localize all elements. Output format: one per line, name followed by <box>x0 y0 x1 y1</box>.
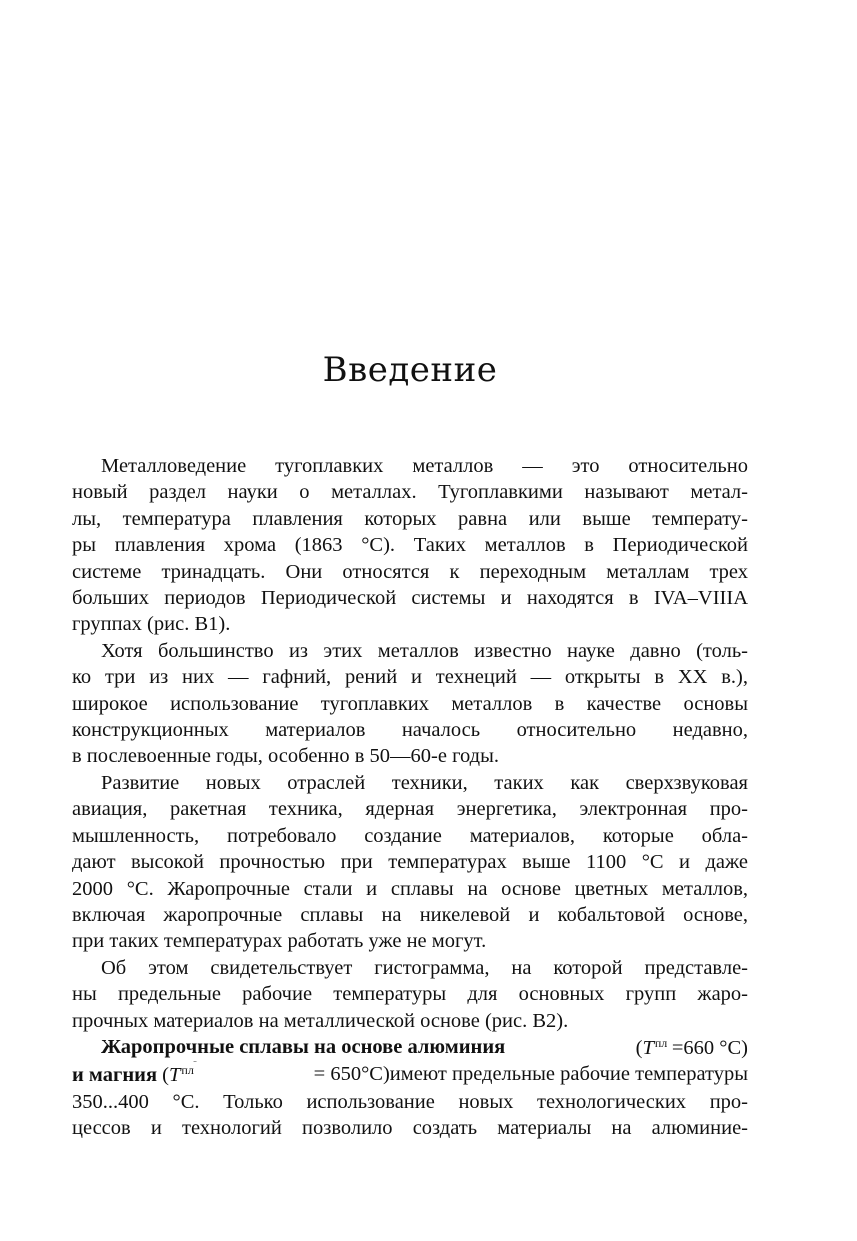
bold-term-aluminium: Жаропрочные сплавы на основе алюминия <box>101 1035 506 1058</box>
text-line: прочных материалов на металлической основе (рис. В2). <box>72 1009 569 1032</box>
text-line: в послевоенные годы, особенно в 50—60-е годы. <box>72 745 499 768</box>
text-line: конструкционных материалов началось относительно недавно, <box>72 719 748 742</box>
text-line: 350...400 °C. Только использование новых технологических про- <box>72 1090 748 1113</box>
temperature-indices-al: пл <box>654 1035 668 1050</box>
text-line: 2000 °C. Жаропрочные стали и сплавы на основе цветных металлов, <box>72 877 748 900</box>
text-line <box>72 1034 748 1061</box>
text-line: группах (рис. В1). <box>72 613 231 636</box>
paragraph-1 <box>72 453 748 638</box>
text-line: Развитие новых отраслей техники, таких как сверхзвуковая <box>101 771 748 794</box>
text-line: больших периодов Периодической системы и находятся в IVA–VIIIA <box>72 587 748 610</box>
text-line: новый раздел науки о металлах. Тугоплавкими называют метал- <box>72 481 748 504</box>
text-line: цессов и технологий позволило создать материалы на алюминие- <box>72 1117 748 1140</box>
paragraph-2 <box>72 638 748 770</box>
text-line: системе тринадцать. Они относятся к переходным металлам трех <box>72 560 748 583</box>
text-line: ры плавления хрома (1863 °C). Таких металлов в Периодической <box>72 534 748 557</box>
chapter-title: Введение <box>322 350 498 390</box>
text-line: при таких температурах работать уже не могут. <box>72 930 487 953</box>
bold-term-magnesium: и магния <box>72 1064 158 1087</box>
paragraph-3 <box>72 770 748 955</box>
paragraph-5 <box>72 1034 748 1142</box>
body-text <box>72 453 748 1142</box>
text-line: ны предельные рабочие температуры для основных групп жаро- <box>72 983 748 1006</box>
magnesium-value-text: = 650°C)имеют предельные рабочие температуры <box>313 1063 748 1086</box>
text-line: Хотя большинство из этих металлов известно науке давно (толь- <box>101 639 748 662</box>
temperature-symbol: T <box>642 1036 654 1059</box>
paragraph-4 <box>72 955 748 1034</box>
text-line: ко три из них — гафний, рений и технеций — открыты в XX в.), <box>72 666 748 689</box>
text-line: и магния (T пл = 650°C)имеют предельные рабочие температуры <box>72 1061 748 1088</box>
text-line: Об этом свидетельствует гистограмма, на которой представле- <box>101 956 748 979</box>
aluminium-melting-point: (T пл =660 °C) <box>635 1035 748 1059</box>
text-line: включая жаропрочные сплавы на никелевой и кобальтовой основе, <box>72 903 748 926</box>
text-line: лы, температура плавления которых равна или выше температу- <box>72 507 748 530</box>
text-line: широкое использование тугоплавких металлов в качестве основы <box>72 692 748 715</box>
text-line: дают высокой прочностью при температурах выше 1100 °C и даже <box>72 851 748 874</box>
text-line: мышленность, потребовало создание материалов, которые обла- <box>72 824 748 847</box>
temperature-symbol: T <box>169 1064 181 1087</box>
text-line: авиация, ракетная техника, ядерная энергетика, электронная про- <box>72 798 748 821</box>
temperature-indices-mg: пл <box>181 1063 194 1078</box>
text-line: Металловедение тугоплавких металлов — это относительно <box>101 455 748 477</box>
